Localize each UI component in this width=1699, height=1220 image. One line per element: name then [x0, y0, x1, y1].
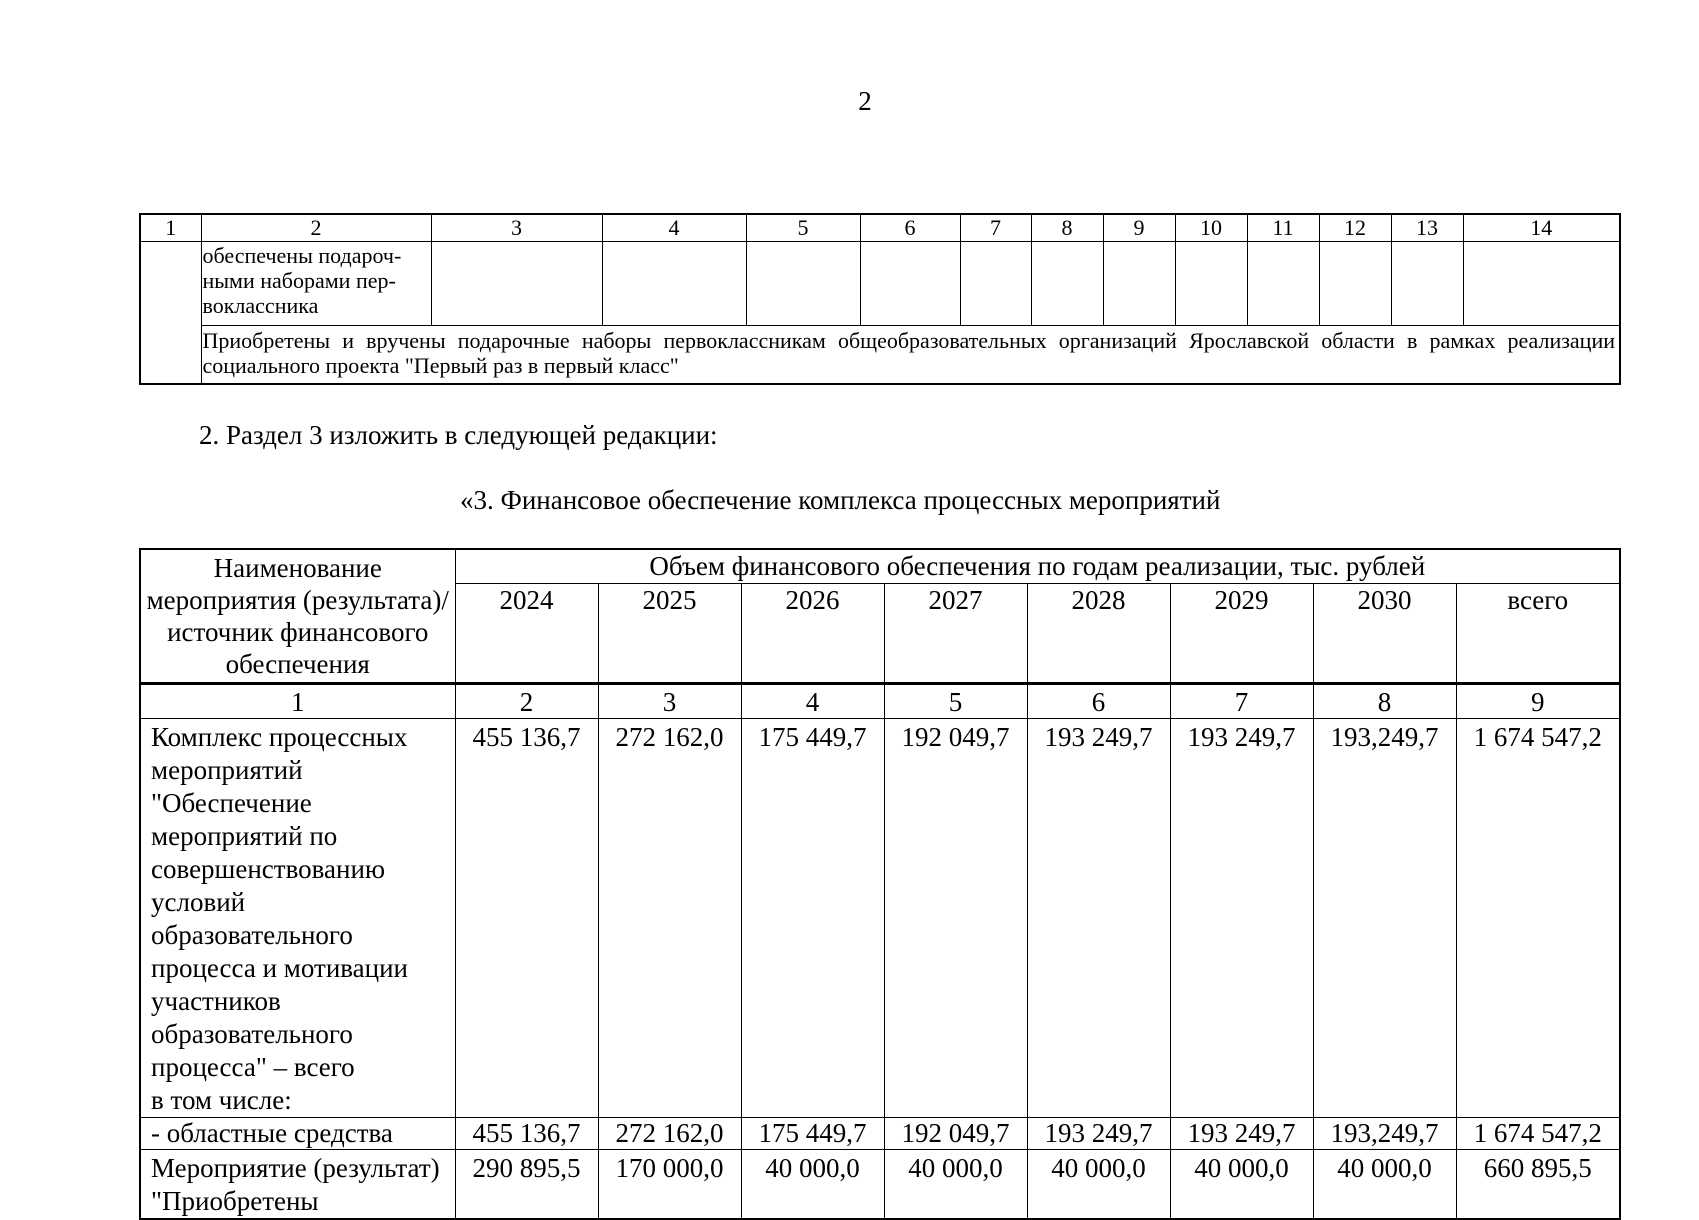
table1-empty-cell [746, 242, 860, 326]
year-header: 2027 [884, 584, 1027, 684]
instruction-text: 2. Раздел 3 изложить в следующей редакции: [199, 420, 718, 450]
year-header: 2029 [1170, 584, 1313, 684]
value-cell: 40 000,0 [741, 1150, 884, 1220]
financing-table [139, 548, 1621, 1220]
value-cell: 455 136,7 [455, 1118, 598, 1150]
page-number: 2 [858, 86, 872, 116]
value-cell: 193 249,7 [1170, 1118, 1313, 1150]
value-cell: 272 162,0 [598, 1118, 741, 1150]
table1-col-number: 1 [140, 214, 201, 242]
year-header: 2026 [741, 584, 884, 684]
table1-empty-cell [1175, 242, 1247, 326]
column-number: 5 [884, 684, 1027, 719]
table1-empty-cell [1391, 242, 1463, 326]
column-number: 2 [455, 684, 598, 719]
value-cell: 193 249,7 [1027, 719, 1170, 1118]
table1-empty-cell [602, 242, 746, 326]
table1-empty-cell [1463, 242, 1620, 326]
total-cell: 660 895,5 [1456, 1150, 1620, 1220]
table1-empty-cell [1031, 242, 1103, 326]
column-number: 4 [741, 684, 884, 719]
year-header: 2028 [1027, 584, 1170, 684]
total-cell: 1 674 547,2 [1456, 719, 1620, 1118]
table1-col-number: 2 [201, 214, 431, 242]
table1-col-number: 9 [1103, 214, 1175, 242]
table1-col-number: 7 [960, 214, 1031, 242]
table1-description-cell [201, 242, 431, 326]
value-cell: 192 049,7 [884, 719, 1027, 1118]
column-number: 6 [1027, 684, 1170, 719]
table1-col-number: 12 [1319, 214, 1391, 242]
value-cell: 290 895,5 [455, 1150, 598, 1220]
table1-col-number: 6 [860, 214, 960, 242]
table1-empty-cell [431, 242, 602, 326]
column-number: 7 [1170, 684, 1313, 719]
value-cell: 193,249,7 [1313, 719, 1456, 1118]
value-cell: 175 449,7 [741, 1118, 884, 1150]
year-header: 2024 [455, 584, 598, 684]
column-number: 1 [140, 684, 455, 719]
table1-row [140, 242, 1620, 326]
value-cell: 175 449,7 [741, 719, 884, 1118]
table-row [140, 719, 1620, 1118]
table1-header-row [140, 214, 1620, 242]
value-cell: 192 049,7 [884, 1118, 1027, 1150]
value-cell: 193 249,7 [1170, 719, 1313, 1118]
table1-empty-cell [1319, 242, 1391, 326]
value-cell: 272 162,0 [598, 719, 741, 1118]
name-column-header: Наименование мероприятия (результата)/ источник финансового обеспечения [140, 549, 455, 684]
table1-col-number: 13 [1391, 214, 1463, 242]
value-cell: 193 249,7 [1027, 1118, 1170, 1150]
value-cell: 170 000,0 [598, 1150, 741, 1220]
value-cell: 40 000,0 [1313, 1150, 1456, 1220]
table1-empty-cell [860, 242, 960, 326]
table1-note-row [140, 326, 1620, 385]
table1-empty-cell [140, 242, 201, 385]
table1-col-number: 8 [1031, 214, 1103, 242]
year-header: 2030 [1313, 584, 1456, 684]
table1-col-number: 10 [1175, 214, 1247, 242]
table1-col-number: 3 [431, 214, 602, 242]
table1-col-number: 4 [602, 214, 746, 242]
table-row [140, 1150, 1620, 1220]
section-title: «3. Финансовое обеспечение комплекса процессных мероприятий [460, 485, 1221, 515]
value-cell: 455 136,7 [455, 719, 598, 1118]
total-header: всего [1456, 584, 1620, 684]
total-cell: 1 674 547,2 [1456, 1118, 1620, 1150]
table1-empty-cell [960, 242, 1031, 326]
column-number: 3 [598, 684, 741, 719]
column-numbers-row [140, 684, 1620, 719]
value-cell: 40 000,0 [1170, 1150, 1313, 1220]
table1-col-number: 11 [1247, 214, 1319, 242]
value-cell: 40 000,0 [1027, 1150, 1170, 1220]
group-header: Объем финансового обеспечения по годам реализации, тыс. рублей [455, 549, 1620, 584]
table-continuation [139, 213, 1621, 385]
column-number: 9 [1456, 684, 1620, 719]
table1-col-number: 5 [746, 214, 860, 242]
table1-description-text: обеспечены подароч- ными наборами пер- воклассника [202, 243, 402, 318]
financing-header-row [140, 549, 1620, 584]
row-label-text: Комплекс процессных мероприятий "Обеспечение мероприятий по совершенствованию условий образовательного процесса и мотивации участников образовательного процесса" – всего в том числе: [151, 722, 408, 1115]
row-label: - областные средства [140, 1118, 455, 1150]
row-label [140, 719, 455, 1118]
value-cell: 193,249,7 [1313, 1118, 1456, 1150]
table1-empty-cell [1247, 242, 1319, 326]
column-number: 8 [1313, 684, 1456, 719]
row-label: Мероприятие (результат) "Приобретены [140, 1150, 455, 1220]
table1-note: Приобретены и вручены подарочные наборы первоклассникам общеобразовательных организаций Ярославской области в рамках реализации социального проекта "Первый раз в первый класс" [201, 326, 1620, 385]
table1-empty-cell [1103, 242, 1175, 326]
value-cell: 40 000,0 [884, 1150, 1027, 1220]
table-row [140, 1118, 1620, 1150]
year-header: 2025 [598, 584, 741, 684]
table1-col-number: 14 [1463, 214, 1620, 242]
